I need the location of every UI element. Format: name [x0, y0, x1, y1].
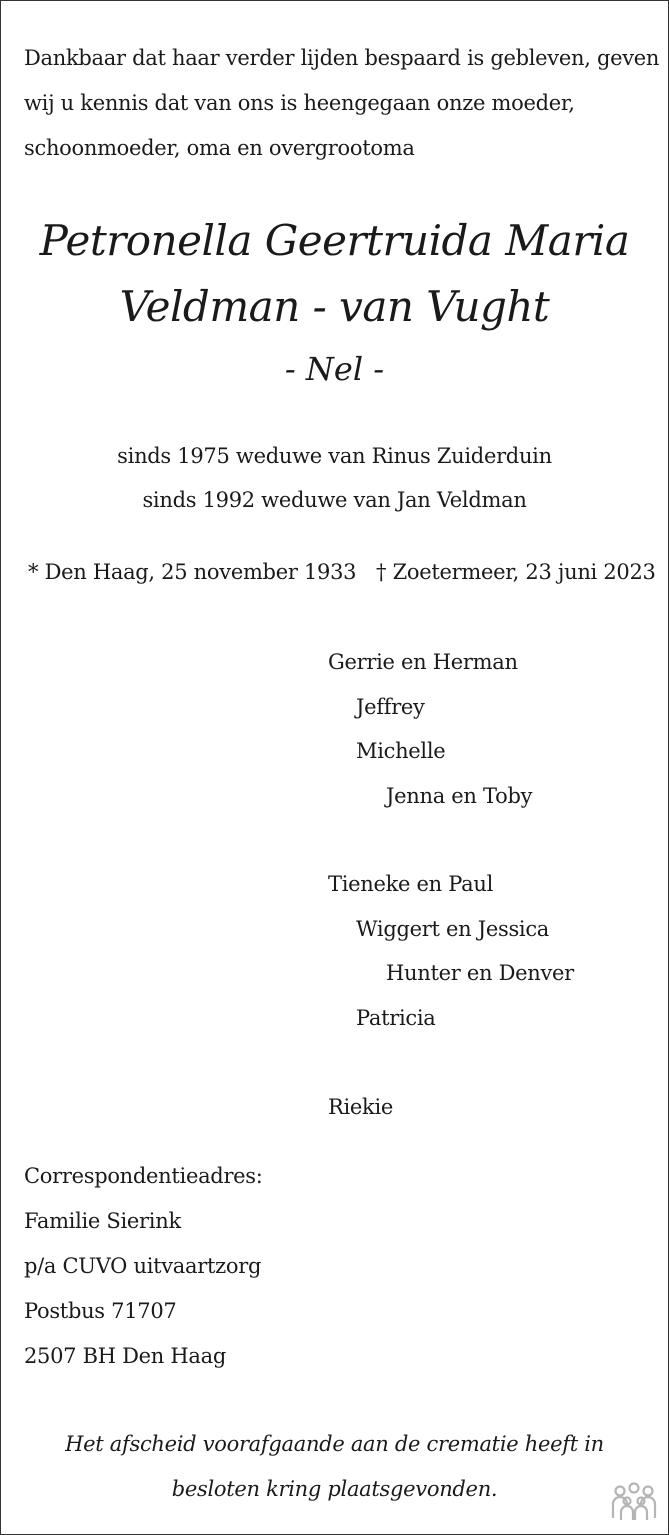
intro-line: schoonmoeder, oma en overgrootoma: [24, 136, 415, 160]
closing-line: besloten kring plaatsgevonden.: [171, 1477, 498, 1501]
family-group-3: [328, 1085, 393, 1130]
family-member: Tieneke en Paul: [328, 872, 494, 896]
correspondence-address: [24, 1154, 263, 1379]
address-line: 2507 BH Den Haag: [24, 1344, 227, 1368]
name-line-1: Petronella Geertruida Maria: [39, 216, 630, 265]
deceased-name: [0, 208, 669, 340]
family-group-icon: [610, 1482, 658, 1522]
widow-line: sinds 1992 weduwe van Jan Veldman: [142, 488, 527, 512]
intro-line: Dankbaar dat haar verder lijden bespaard is gebleven, geven: [24, 46, 660, 70]
family-member: Jeffrey: [356, 694, 425, 719]
widow-line: sinds 1975 weduwe van Rinus Zuiderduin: [117, 444, 552, 468]
family-group-2: [328, 862, 574, 1040]
family-group-1: [328, 640, 532, 818]
family-member: Michelle: [356, 739, 446, 763]
intro-line: wij u kennis dat van ons is heengegaan onze moeder,: [24, 91, 575, 115]
name-line-2: Veldman - van Vught: [119, 282, 550, 331]
address-line: Postbus 71707: [24, 1299, 177, 1323]
family-member: Riekie: [328, 1095, 394, 1119]
intro-text: [24, 36, 660, 171]
closing-text: [0, 1422, 669, 1512]
address-line: p/a CUVO uitvaartzorg: [24, 1254, 262, 1278]
family-member: Jenna en Toby: [386, 783, 533, 808]
address-line: Familie Sierink: [24, 1209, 181, 1233]
address-label: Correspondentieadres:: [24, 1164, 263, 1188]
family-member: Patricia: [356, 1005, 436, 1030]
family-member: Gerrie en Herman: [328, 650, 518, 674]
family-member: Wiggert en Jessica: [356, 916, 550, 941]
widowhood-text: [0, 434, 669, 522]
birth-date: * Den Haag, 25 november 1933: [28, 560, 357, 584]
family-member: Hunter en Denver: [386, 961, 574, 985]
closing-line: Het afscheid voorafgaande aan de crematie heeft in: [65, 1432, 604, 1456]
death-date: † Zoetermeer, 23 juni 2023: [376, 560, 656, 584]
nickname: - Nel -: [284, 350, 385, 388]
